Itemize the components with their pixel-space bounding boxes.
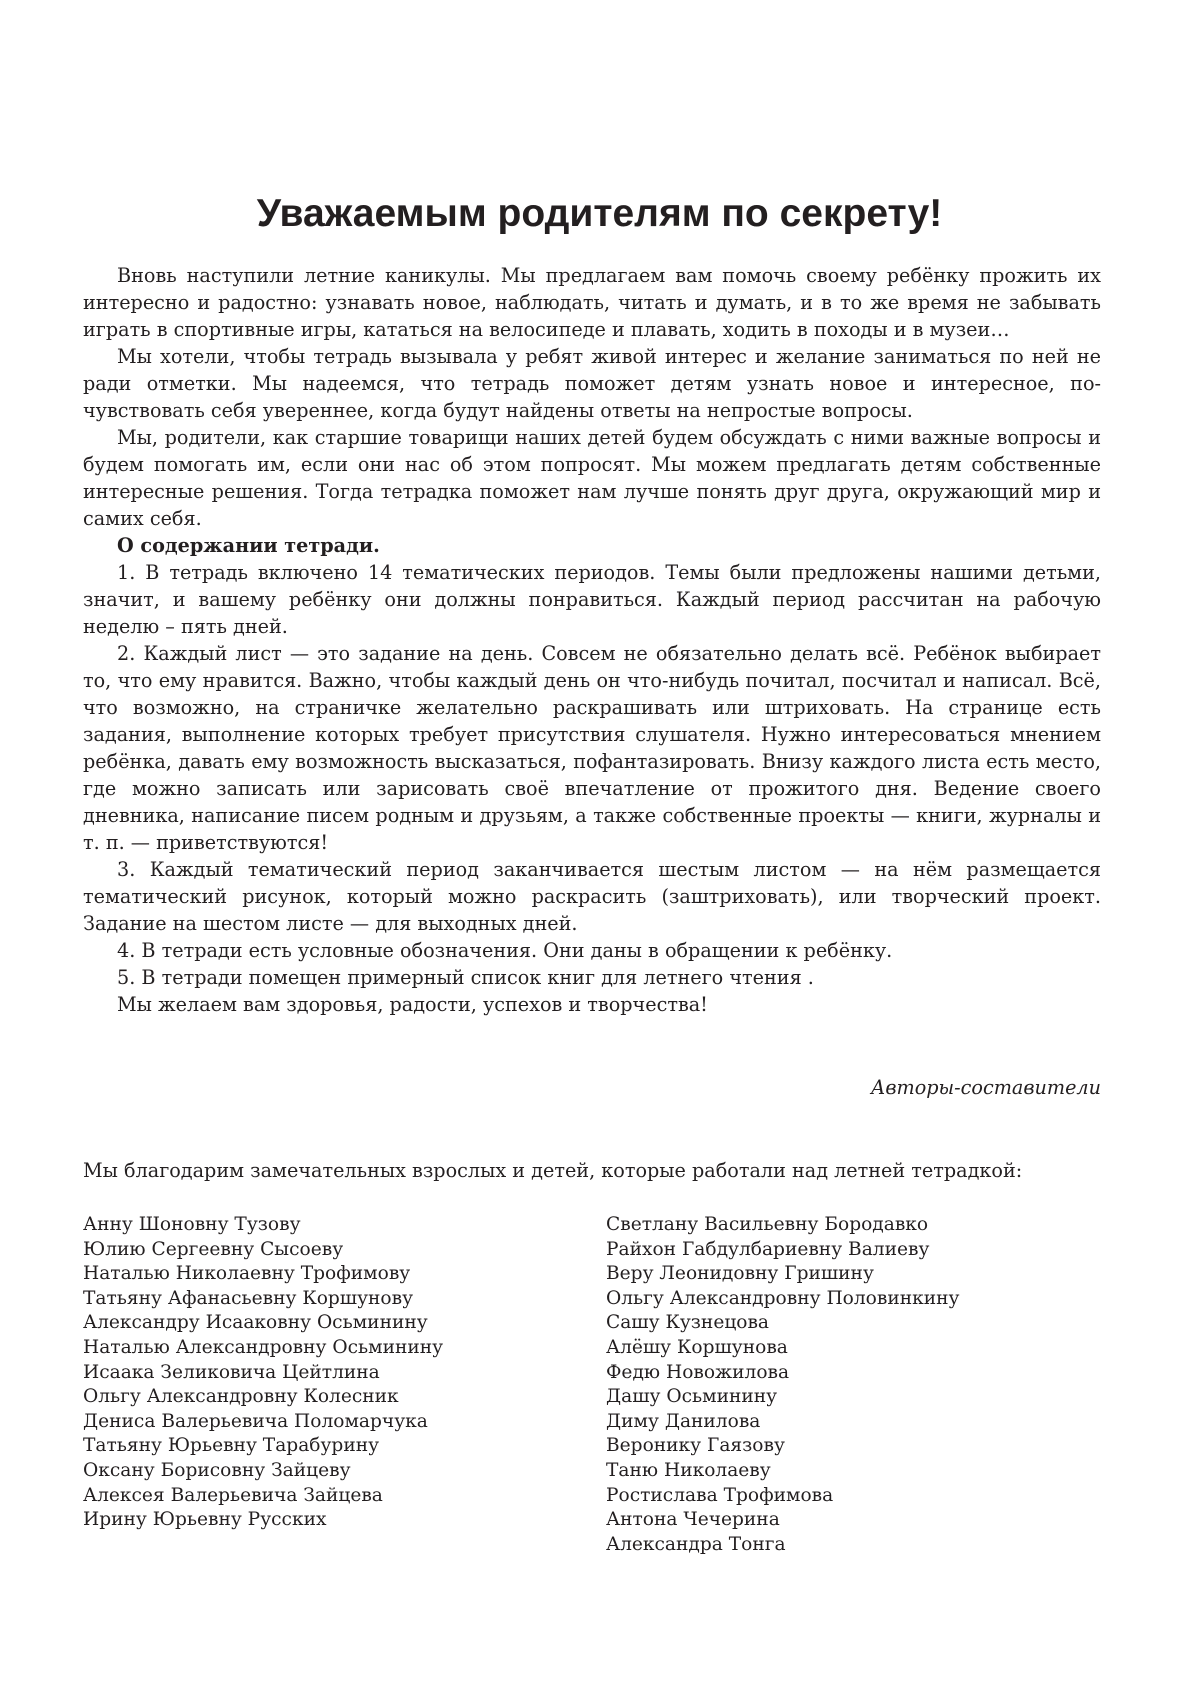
name-item: Диму Данилова — [606, 1410, 761, 1432]
contents-item: 1. В тетрадь включено 14 тематических периодов. Темы были предложены нашими детьми, значит, и вашему ребёнку они должны понравиться. Каждый период рассчитан на рабочую неделю – пять дней. — [83, 561, 1101, 638]
letter-body — [83, 262, 1101, 1018]
name-item: Федю Новожилова — [606, 1361, 790, 1383]
name-item: Райхон Габдулбариевну Валиеву — [606, 1238, 930, 1260]
name-item: Веронику Гаязову — [606, 1435, 785, 1457]
name-item: Ирину Юрьевну Русских — [83, 1509, 327, 1531]
name-item: Антона Чечерина — [606, 1509, 780, 1531]
name-item: Алексея Валерьевича Зайцева — [83, 1484, 383, 1506]
name-item: Сашу Кузнецова — [606, 1312, 770, 1334]
name-item: Наталью Александровну Осьминину — [83, 1336, 444, 1358]
paragraph-goal: Мы хотели, чтобы тетрадь вызывала у ребят живой интерес и желание заниматься по ней не ради отметки. Мы надеемся, что тетрадь поможет детям узнать новое и интересное, почувствовать себя увереннее, когда будут найдены ответы на непростые вопросы. — [83, 345, 1101, 422]
signature: Авторы-составители — [870, 1076, 1101, 1099]
name-item: Александру Исааковну Осьминину — [83, 1312, 428, 1334]
name-item: Александра Тонга — [606, 1533, 786, 1555]
name-item: Ольгу Александровну Половинкину — [606, 1287, 960, 1309]
name-item: Дашу Осьминину — [606, 1386, 778, 1408]
name-item: Ольгу Александровну Колесник — [83, 1386, 399, 1408]
contents-item: 5. В тетради помещен примерный список книг для летнего чтения . — [117, 966, 814, 989]
acknowledgement-line: Мы благодарим замечательных взрослых и детей, которые работали над летней тетрадкой: — [83, 1159, 1023, 1182]
name-item: Таню Николаеву — [606, 1459, 771, 1481]
closing-wish: Мы желаем вам здоровья, радости, успехов и творчества! — [117, 993, 708, 1016]
name-item: Оксану Борисовну Зайцеву — [83, 1459, 351, 1481]
name-item: Исаака Зеликовича Цейтлина — [83, 1361, 380, 1383]
name-item: Татьяну Юрьевну Тарабурину — [83, 1435, 380, 1457]
contents-item: 2. Каждый лист — это задание на день. Совсем не обязательно делать всё. Ребёнок выбирает то, что ему нравится. Важно, чтобы каждый день он что-нибудь почитал, посчитал и написал. Всё, что возможно, на страничке желательно раскрашивать или штриховать. На странице есть задания, выполнение которых требует присутствия слушателя. Нужно интересоваться мнением ребёнка, давать ему возможность высказаться, пофантазировать. Внизу каждого листа есть место, где можно записать или зарисовать своё впечатление от прожитого дня. Ведение своего дневника, написание писем родным и друзьям, а также собственные проекты — книги, журналы и т. п. — приветствуются! — [83, 642, 1101, 854]
page-title: Уважаемым родителям по секрету! — [256, 192, 943, 235]
name-item: Татьяну Афанасьевну Коршунову — [83, 1287, 414, 1309]
name-item: Ростислава Трофимова — [606, 1484, 834, 1506]
paragraph-intro: Вновь наступили летние каникулы. Мы предлагаем вам помочь своему ребёнку прожить их интересно и радостно: узнавать новое, наблюдать, читать и думать, и в то же время не забывать играть в спортивные игры, кататься на велосипеде и плавать, ходить в походы и в музеи… — [83, 264, 1101, 341]
contents-item: 4. В тетради есть условные обозначения. Они даны в обращении к ребёнку. — [117, 939, 893, 962]
contents-heading: О содержании тетради. — [117, 534, 380, 557]
names-list-right — [606, 1213, 959, 1557]
name-item: Светлану Васильевну Бородавко — [606, 1214, 929, 1235]
paragraph-parents: Мы, родители, как старшие товарищи наших детей будем обсуждать с ними важные вопросы и будем помогать им, если они нас об этом попросят. Мы можем предлагать детям собственные интересные решения. Тогда тетрадка поможет нам лучше понять друг друга, окружающий мир и самих себя. — [83, 426, 1101, 530]
name-item: Наталью Николаевну Трофимову — [83, 1263, 411, 1285]
name-item: Алёшу Коршунова — [606, 1336, 788, 1358]
name-item: Дениса Валерьевича Поломарчука — [83, 1410, 428, 1432]
name-item: Веру Леонидовну Гришину — [606, 1263, 874, 1285]
contents-item: 3. Каждый тематический период заканчивается шестым листом — на нём размещается тематический рисунок, который можно раскрасить (заштриховать), или творческий проект. Задание на шестом листе — для выходных дней. — [83, 858, 1101, 935]
name-item: Анну Шоновну Тузову — [83, 1214, 301, 1235]
name-item: Юлию Сергеевну Сысоеву — [83, 1238, 344, 1260]
names-list-left — [83, 1213, 443, 1533]
